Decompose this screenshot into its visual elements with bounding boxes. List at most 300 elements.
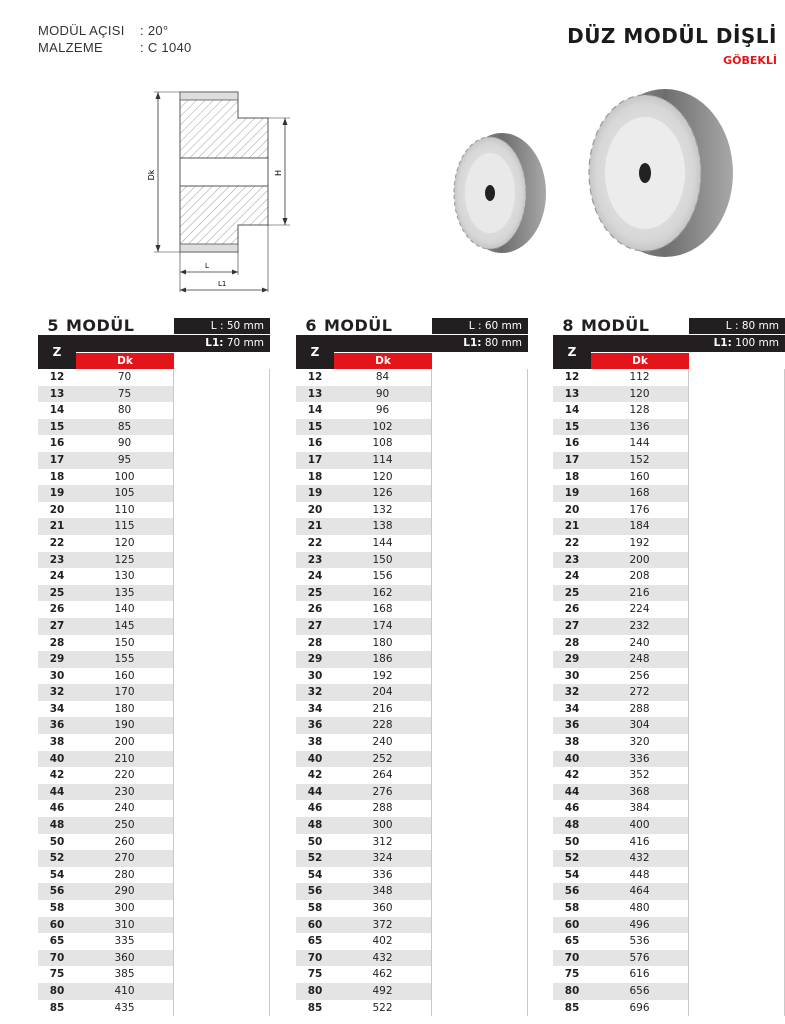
empty-cell (432, 635, 528, 652)
empty-cell (432, 701, 528, 718)
z-cell: 28 (49, 636, 65, 649)
dk-cell: 174 (334, 618, 432, 635)
spec-material-value: : C 1040 (140, 40, 192, 55)
dim-l1-label: L1 (218, 280, 227, 288)
table-row (553, 651, 785, 668)
table-row (296, 552, 528, 569)
empty-cell (432, 767, 528, 784)
empty-cell (689, 618, 785, 635)
table-row (296, 684, 528, 701)
table-row (38, 435, 270, 452)
z-cell: 42 (49, 769, 65, 782)
gear-photo (440, 85, 760, 265)
empty-cell (432, 435, 528, 452)
table-row (296, 469, 528, 486)
z-cell: 17 (564, 453, 580, 466)
spec-angle (38, 22, 192, 39)
empty-cell (174, 601, 270, 618)
empty-cell (689, 552, 785, 569)
spec-angle-label: MODÜL AÇISI (38, 23, 125, 38)
dk-cell: 335 (76, 933, 174, 950)
large-gear (589, 89, 733, 257)
z-cell: 75 (307, 968, 323, 981)
dk-cell: 228 (334, 717, 432, 734)
table-row (38, 834, 270, 851)
l1-value: 70 mm (226, 337, 264, 349)
empty-cell (174, 502, 270, 519)
table-row (296, 966, 528, 983)
table-row (296, 767, 528, 784)
table-row (38, 469, 270, 486)
empty-cell (432, 751, 528, 768)
empty-cell (432, 651, 528, 668)
dim-l-label: L (205, 262, 209, 270)
dk-cell: 220 (76, 767, 174, 784)
z-cell: 40 (307, 752, 323, 765)
table-row (553, 850, 785, 867)
dk-cell: 352 (591, 767, 689, 784)
table-row (553, 469, 785, 486)
empty-cell (432, 485, 528, 502)
empty-cell (174, 917, 270, 934)
dk-cell: 120 (334, 469, 432, 486)
table-row (553, 800, 785, 817)
empty-cell (432, 369, 528, 386)
empty-cell (432, 900, 528, 917)
empty-cell (174, 419, 270, 436)
table-row (296, 933, 528, 950)
dk-cell: 110 (76, 502, 174, 519)
dk-cell: 310 (76, 917, 174, 934)
z-cell: 70 (49, 951, 65, 964)
z-cell: 38 (307, 736, 323, 749)
table-row (38, 402, 270, 419)
table-row (38, 419, 270, 436)
dk-cell: 288 (591, 701, 689, 718)
empty-cell (689, 717, 785, 734)
z-cell: 36 (307, 719, 323, 732)
z-cell: 21 (49, 520, 65, 533)
dk-cell: 145 (76, 618, 174, 635)
dk-cell: 84 (334, 369, 432, 386)
table-row (296, 834, 528, 851)
z-cell: 22 (49, 536, 65, 549)
z-cell: 38 (564, 736, 580, 749)
l1-value: 80 mm (484, 337, 522, 349)
z-cell: 32 (49, 686, 65, 699)
dk-cell: 190 (76, 717, 174, 734)
z-cell: 34 (49, 702, 65, 715)
empty-cell (689, 402, 785, 419)
empty-cell (174, 966, 270, 983)
table-row (553, 701, 785, 718)
table-row (296, 883, 528, 900)
dk-cell: 385 (76, 966, 174, 983)
empty-cell (174, 651, 270, 668)
table-row (553, 485, 785, 502)
z-cell: 24 (307, 570, 323, 583)
z-cell: 16 (49, 437, 65, 450)
empty-cell (432, 568, 528, 585)
z-cell: 13 (564, 387, 580, 400)
table-module-6 (296, 316, 528, 1014)
dk-cell: 70 (76, 369, 174, 386)
table-row (553, 1000, 785, 1017)
dk-cell: 132 (334, 502, 432, 519)
module-number: 8 (562, 316, 574, 335)
dim-h-label: H (274, 169, 283, 177)
dk-cell: 300 (334, 817, 432, 834)
table-row (296, 601, 528, 618)
dk-cell: 162 (334, 585, 432, 602)
z-header: Z (553, 335, 591, 369)
table-row (553, 883, 785, 900)
empty-cell (689, 983, 785, 1000)
dk-header: Dk (76, 352, 174, 369)
dk-cell: 170 (76, 684, 174, 701)
table-row (38, 369, 270, 386)
dk-cell: 360 (334, 900, 432, 917)
dk-cell: 80 (76, 402, 174, 419)
empty-cell (689, 917, 785, 934)
z-cell: 27 (307, 619, 323, 632)
module-number: 5 (47, 316, 59, 335)
dk-cell: 75 (76, 386, 174, 403)
dk-cell: 248 (591, 651, 689, 668)
table-row (553, 784, 785, 801)
empty-cell (432, 552, 528, 569)
dk-header: Dk (334, 352, 432, 369)
title-sub: GÖBEKLİ (723, 54, 777, 67)
z-cell: 24 (49, 570, 65, 583)
empty-cell (689, 950, 785, 967)
table-row (553, 535, 785, 552)
empty-cell (689, 867, 785, 884)
z-cell: 13 (49, 387, 65, 400)
empty-cell (174, 452, 270, 469)
dk-cell: 180 (76, 701, 174, 718)
table-row (296, 668, 528, 685)
dk-cell: 384 (591, 800, 689, 817)
dk-cell: 300 (76, 900, 174, 917)
dk-cell: 230 (76, 784, 174, 801)
table-row (296, 435, 528, 452)
dk-cell: 192 (334, 668, 432, 685)
table-row (553, 552, 785, 569)
z-header: Z (296, 335, 334, 369)
table-row (553, 950, 785, 967)
z-cell: 16 (307, 437, 323, 450)
dk-cell: 435 (76, 1000, 174, 1017)
table-row (296, 917, 528, 934)
dk-cell: 186 (334, 651, 432, 668)
empty-cell (174, 535, 270, 552)
table-row (553, 751, 785, 768)
empty-cell (174, 883, 270, 900)
dk-cell: 168 (334, 601, 432, 618)
dk-cell: 270 (76, 850, 174, 867)
table-row (296, 900, 528, 917)
z-cell: 23 (307, 553, 323, 566)
table-row (38, 751, 270, 768)
dk-cell: 130 (76, 568, 174, 585)
empty-cell (689, 585, 785, 602)
empty-cell (689, 568, 785, 585)
z-cell: 15 (564, 420, 580, 433)
empty-cell (174, 435, 270, 452)
empty-cell (689, 535, 785, 552)
dk-cell: 168 (591, 485, 689, 502)
table-row (296, 1000, 528, 1017)
table-row (553, 568, 785, 585)
table-module-8 (553, 316, 785, 1014)
table-row (38, 568, 270, 585)
z-cell: 50 (49, 835, 65, 848)
empty-cell (174, 717, 270, 734)
table-row (38, 734, 270, 751)
empty-cell (432, 668, 528, 685)
table-row (296, 950, 528, 967)
z-cell: 48 (49, 819, 65, 832)
empty-cell (689, 900, 785, 917)
l1-key: L1: (205, 337, 224, 349)
dk-cell: 120 (76, 535, 174, 552)
table-row (296, 485, 528, 502)
empty-cell (432, 452, 528, 469)
table-row (553, 717, 785, 734)
z-cell: 65 (49, 935, 65, 948)
table-row (38, 883, 270, 900)
empty-cell (689, 601, 785, 618)
empty-cell (689, 668, 785, 685)
empty-cell (432, 734, 528, 751)
empty-cell (432, 684, 528, 701)
z-cell: 19 (49, 487, 65, 500)
table-row (38, 717, 270, 734)
dk-cell: 152 (591, 452, 689, 469)
z-cell: 40 (49, 752, 65, 765)
empty-cell (689, 435, 785, 452)
empty-cell (689, 800, 785, 817)
z-cell: 42 (307, 769, 323, 782)
table-rows (38, 369, 270, 1016)
dk-cell: 150 (334, 552, 432, 569)
module-label: MODÜL (324, 316, 393, 335)
dk-cell: 480 (591, 900, 689, 917)
dk-cell: 155 (76, 651, 174, 668)
z-cell: 85 (49, 1001, 65, 1014)
table-row (296, 386, 528, 403)
table-row (296, 850, 528, 867)
z-cell: 20 (49, 503, 65, 516)
z-cell: 60 (49, 918, 65, 931)
z-cell: 26 (49, 603, 65, 616)
empty-cell (689, 419, 785, 436)
dk-cell: 272 (591, 684, 689, 701)
z-cell: 46 (564, 802, 580, 815)
z-cell: 36 (49, 719, 65, 732)
z-cell: 46 (49, 802, 65, 815)
dk-cell: 264 (334, 767, 432, 784)
table-row (38, 518, 270, 535)
empty-cell (689, 751, 785, 768)
empty-cell (689, 469, 785, 486)
z-cell: 18 (49, 470, 65, 483)
z-cell: 52 (307, 852, 323, 865)
z-cell: 24 (564, 570, 580, 583)
dk-cell: 125 (76, 552, 174, 569)
table-row (38, 452, 270, 469)
dk-cell: 432 (591, 850, 689, 867)
empty-cell (174, 469, 270, 486)
table-row (38, 552, 270, 569)
empty-cell (432, 933, 528, 950)
table-row (38, 502, 270, 519)
z-header: Z (38, 335, 76, 369)
empty-cell (689, 701, 785, 718)
l-value-box: L : 60 mm (432, 318, 528, 334)
dk-cell: 336 (591, 751, 689, 768)
dk-cell: 260 (76, 834, 174, 851)
table-row (553, 502, 785, 519)
table-row (553, 386, 785, 403)
table-row (38, 867, 270, 884)
z-cell: 56 (49, 885, 65, 898)
z-cell: 34 (307, 702, 323, 715)
table-row (296, 983, 528, 1000)
empty-cell (432, 618, 528, 635)
empty-cell (689, 651, 785, 668)
z-cell: 13 (307, 387, 323, 400)
empty-cell (689, 502, 785, 519)
empty-cell (689, 734, 785, 751)
z-cell: 75 (49, 968, 65, 981)
dk-cell: 160 (76, 668, 174, 685)
z-cell: 52 (564, 852, 580, 865)
empty-cell (432, 867, 528, 884)
dk-cell: 324 (334, 850, 432, 867)
z-cell: 54 (49, 868, 65, 881)
table-row (296, 568, 528, 585)
empty-cell (689, 485, 785, 502)
dk-cell: 180 (334, 635, 432, 652)
dk-cell: 136 (591, 419, 689, 436)
z-cell: 29 (564, 653, 580, 666)
empty-cell (174, 983, 270, 1000)
dk-cell: 120 (591, 386, 689, 403)
z-cell: 27 (564, 619, 580, 632)
z-cell: 17 (49, 453, 65, 466)
z-cell: 28 (564, 636, 580, 649)
empty-cell (689, 369, 785, 386)
dk-cell: 192 (591, 535, 689, 552)
empty-cell (432, 800, 528, 817)
dk-cell: 128 (591, 402, 689, 419)
z-cell: 40 (564, 752, 580, 765)
dk-cell: 240 (76, 800, 174, 817)
z-cell: 46 (307, 802, 323, 815)
dk-cell: 372 (334, 917, 432, 934)
empty-cell (689, 966, 785, 983)
empty-cell (174, 369, 270, 386)
dk-cell: 360 (76, 950, 174, 967)
dk-cell: 108 (334, 435, 432, 452)
table-row (296, 419, 528, 436)
dk-cell: 232 (591, 618, 689, 635)
l1-value-box (334, 335, 528, 352)
table-row (296, 402, 528, 419)
table-row (38, 651, 270, 668)
z-cell: 12 (307, 371, 323, 383)
dk-cell: 216 (591, 585, 689, 602)
z-cell: 19 (307, 487, 323, 500)
empty-cell (174, 568, 270, 585)
z-cell: 36 (564, 719, 580, 732)
dk-cell: 348 (334, 883, 432, 900)
dk-cell: 90 (76, 435, 174, 452)
dk-cell: 105 (76, 485, 174, 502)
dk-cell: 280 (76, 867, 174, 884)
z-cell: 14 (49, 404, 65, 417)
z-cell: 44 (49, 785, 65, 798)
dk-cell: 492 (334, 983, 432, 1000)
empty-cell (174, 402, 270, 419)
table-row (553, 435, 785, 452)
l-value-box: L : 80 mm (689, 318, 785, 334)
dk-cell: 176 (591, 502, 689, 519)
table-row (296, 651, 528, 668)
dk-cell: 144 (591, 435, 689, 452)
dk-cell: 464 (591, 883, 689, 900)
empty-cell (432, 834, 528, 851)
empty-cell (174, 585, 270, 602)
module-number: 6 (305, 316, 317, 335)
z-cell: 34 (564, 702, 580, 715)
dk-cell: 204 (334, 684, 432, 701)
empty-cell (174, 950, 270, 967)
empty-cell (432, 419, 528, 436)
table-row (296, 800, 528, 817)
table-row (296, 701, 528, 718)
dk-cell: 208 (591, 568, 689, 585)
table-row (38, 784, 270, 801)
empty-cell (174, 734, 270, 751)
table-row (553, 668, 785, 685)
table-row (38, 800, 270, 817)
z-cell: 44 (564, 785, 580, 798)
z-cell: 29 (49, 653, 65, 666)
z-cell: 28 (307, 636, 323, 649)
z-cell: 20 (564, 503, 580, 516)
table-row (38, 485, 270, 502)
dk-cell: 536 (591, 933, 689, 950)
gear-section-drawing (140, 80, 310, 300)
dk-cell: 402 (334, 933, 432, 950)
table-row (553, 767, 785, 784)
table-row (38, 950, 270, 967)
dk-cell: 290 (76, 883, 174, 900)
z-cell: 23 (49, 553, 65, 566)
table-row (553, 734, 785, 751)
dk-cell: 210 (76, 751, 174, 768)
z-cell: 42 (564, 769, 580, 782)
z-cell: 27 (49, 619, 65, 632)
empty-cell (432, 469, 528, 486)
empty-cell (432, 535, 528, 552)
z-cell: 22 (307, 536, 323, 549)
empty-cell (174, 933, 270, 950)
z-cell: 32 (564, 686, 580, 699)
